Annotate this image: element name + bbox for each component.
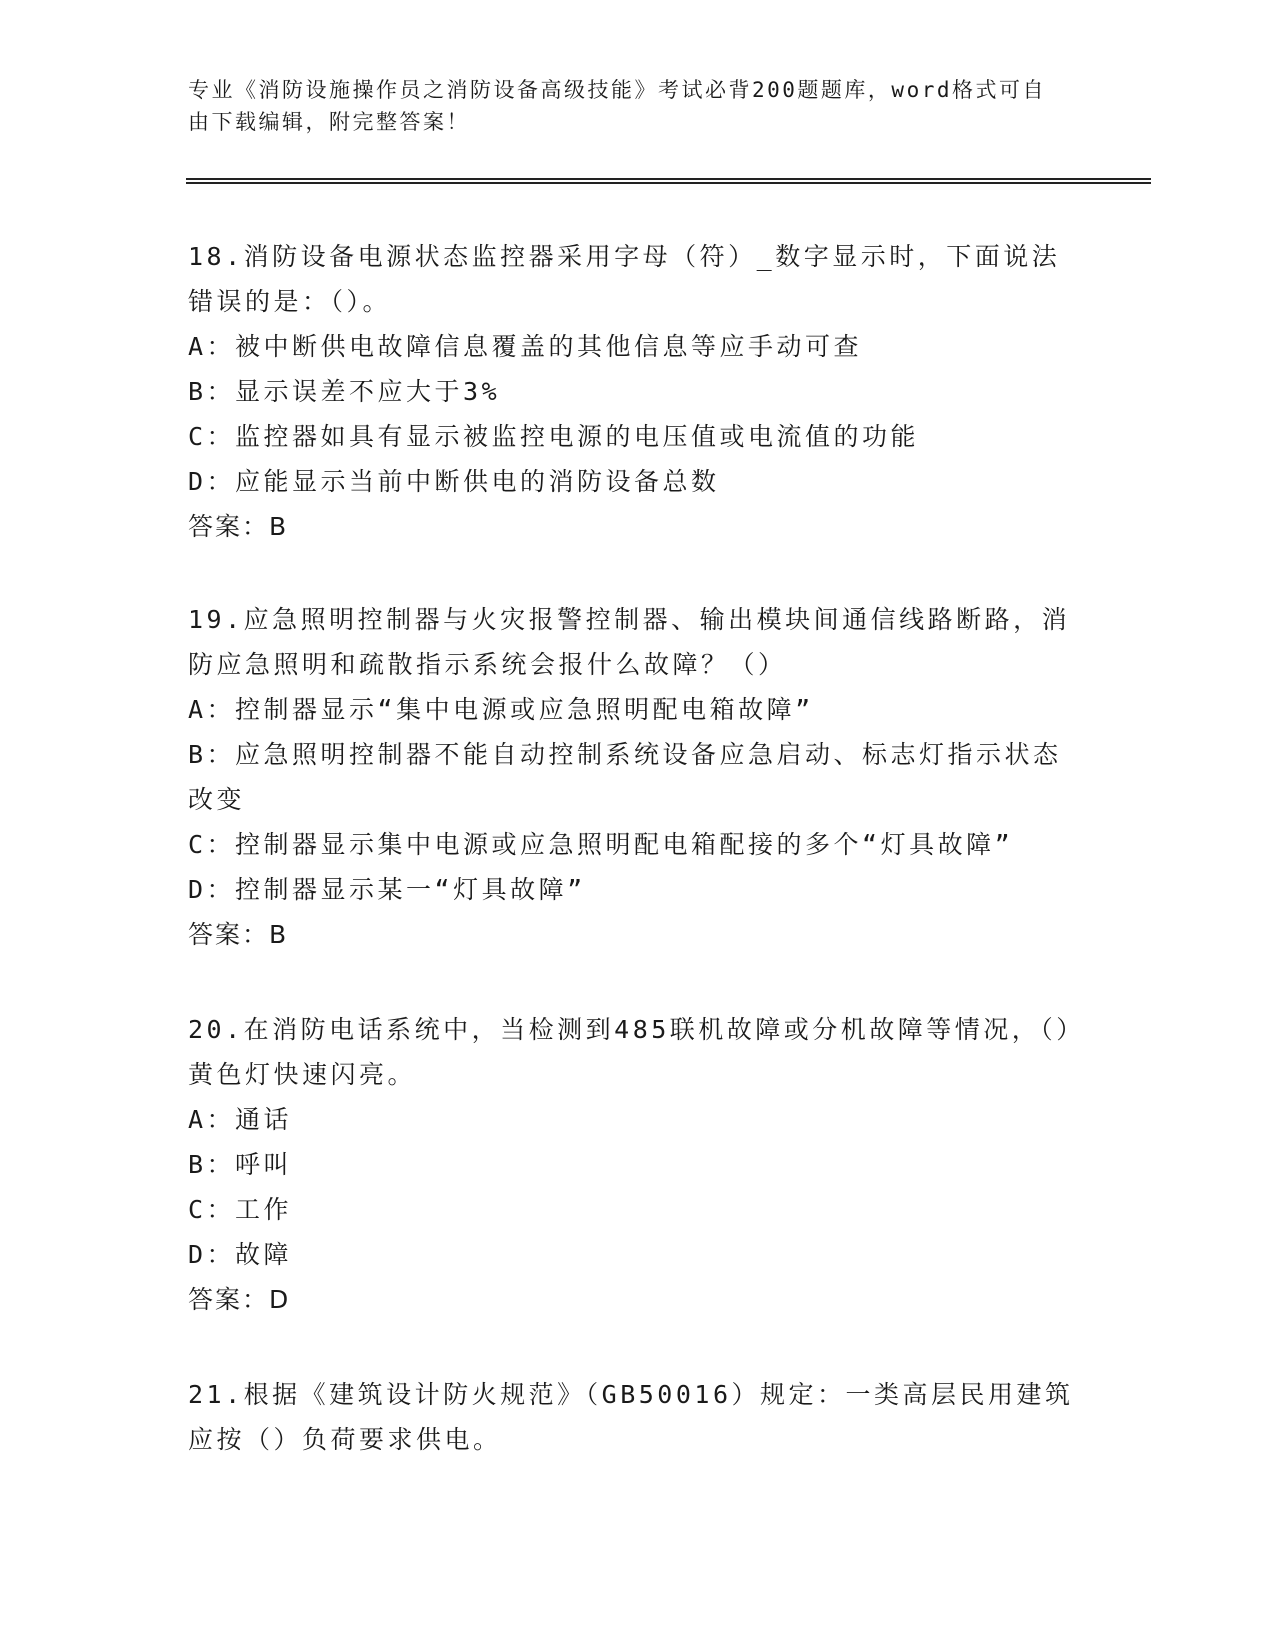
option-c: C：监控器如具有显示被监控电源的电压值或电流值的功能 (188, 422, 920, 451)
option-d: D：故障 (188, 1240, 293, 1269)
option-a: A：控制器显示“集中电源或应急照明配电箱故障” (188, 695, 814, 724)
option-b: B：显示误差不应大于3% (188, 377, 501, 406)
header-divider-line (186, 178, 1151, 180)
question-21 (188, 1372, 1078, 1462)
answer: 答案：D (188, 1285, 291, 1314)
question-stem: 21.根据《建筑设计防火规范》（GB50016）规定：一类高层民用建筑应按（）负荷要求供电。 (188, 1380, 1074, 1454)
option-b: B：呼叫 (188, 1150, 293, 1179)
option-d: D：控制器显示某一“灯具故障” (188, 875, 586, 904)
option-d: D：应能显示当前中断供电的消防设备总数 (188, 467, 720, 496)
option-c: C：工作 (188, 1195, 293, 1224)
option-c: C：控制器显示集中电源或应急照明配电箱配接的多个“灯具故障” (188, 830, 1014, 859)
question-stem: 19.应急照明控制器与火灾报警控制器、输出模块间通信线路断路，消防应急照明和疏散指示系统会报什么故障？（） (188, 605, 1071, 679)
document-intro: 专业《消防设施操作员之消防设备高级技能》考试必背200题题库，word格式可自由下载编辑，附完整答案！ (188, 78, 1046, 134)
option-a: A：被中断供电故障信息覆盖的其他信息等应手动可查 (188, 332, 863, 361)
option-a: A：通话 (188, 1105, 293, 1134)
question-stem: 20.在消防电话系统中，当检测到485联机故障或分机故障等情况，（）黄色灯快速闪亮。 (188, 1015, 1073, 1089)
option-b: B：应急照明控制器不能自动控制系统设备应急启动、标志灯指示状态改变 (188, 740, 1062, 814)
question-stem: 18.消防设备电源状态监控器采用字母（符）_数字显示时，下面说法错误的是：（）。 (188, 242, 1061, 316)
question-20 (188, 1007, 1078, 1322)
question-19 (188, 597, 1078, 957)
question-18 (188, 234, 1078, 549)
header-divider-line (186, 182, 1151, 184)
answer: 答案：B (188, 920, 289, 949)
answer: 答案：B (188, 512, 289, 541)
